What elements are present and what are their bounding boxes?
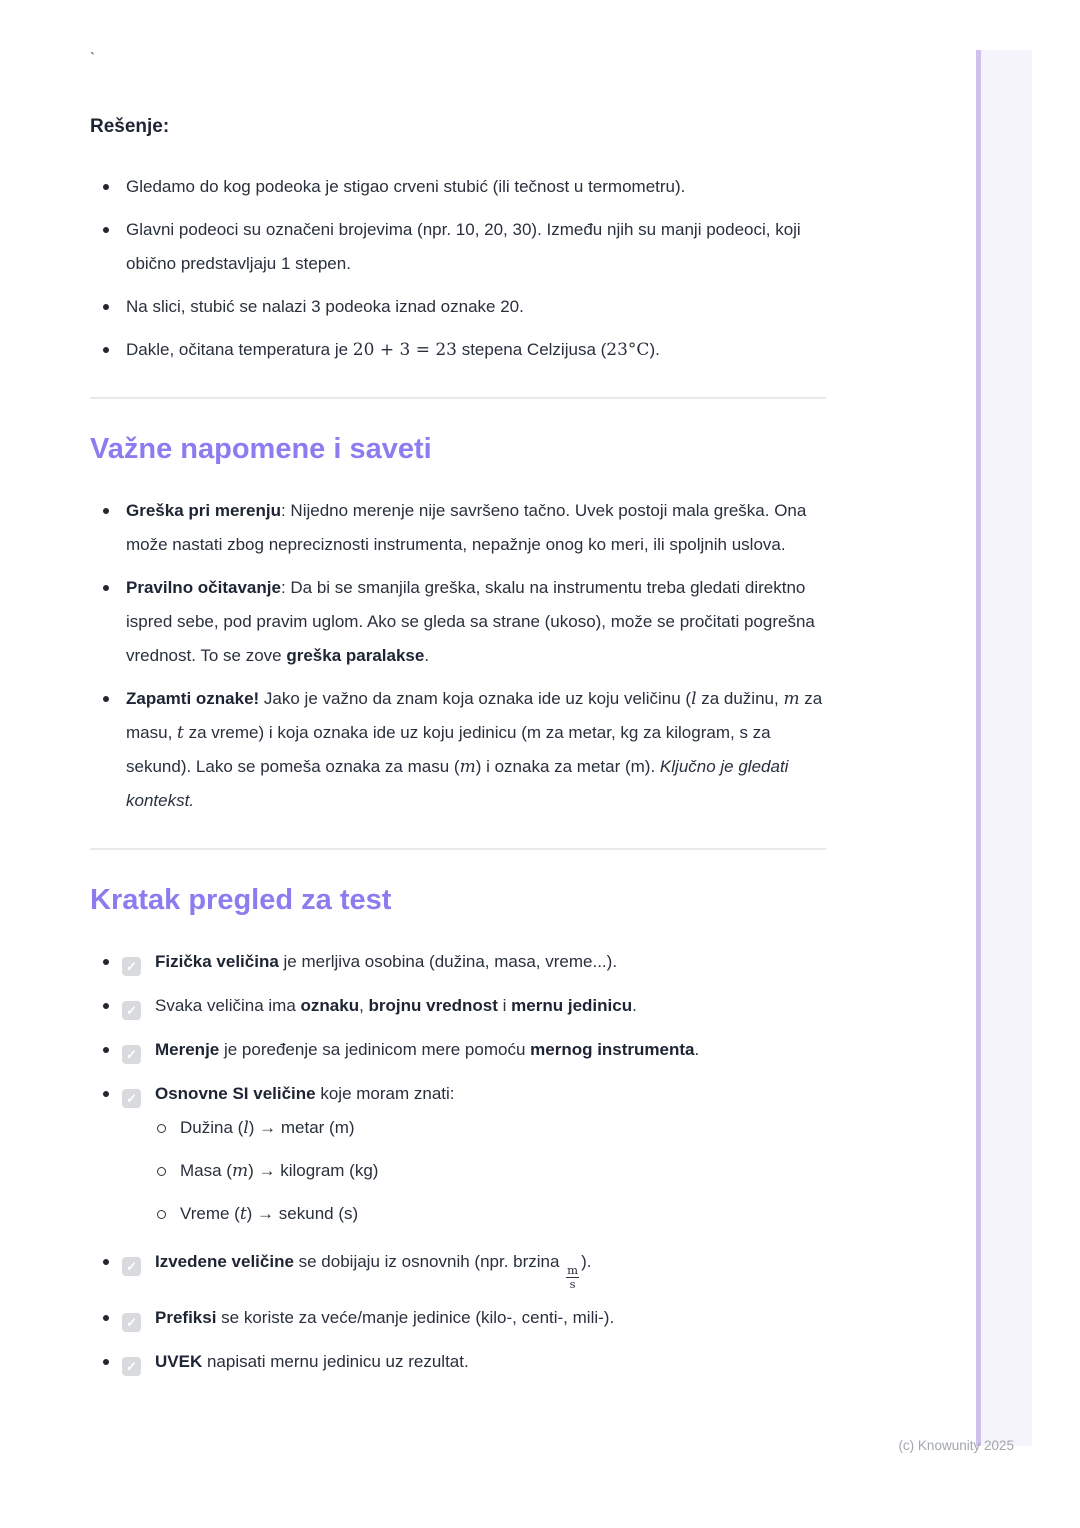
list-item-text: Pravilno očitavanje: Da bi se smanjila greška, skalu na instrumentu treba gledati direktno ispred sebe, pod pravim uglom. Ako se gleda sa strane (ukoso), može se pročitati pogrešna vrednost. To se zove greška paralakse.	[126, 578, 815, 665]
list-item-text: Fizička veličina je merljiva osobina (dužina, masa, vreme...).	[155, 952, 618, 971]
list-item-text: Zapamti oznake! Jako je važno da znam koja oznaka ide uz koju veličinu (l za dužinu, m za masu, t za vreme) i koja oznaka ide uz koju jedinicu (m za metar, kg za kilogram, s za sekund). Lako se pomeša oznaka za masu (m) i oznaka za metar (m). Ključno je gledati kontekst.	[126, 689, 823, 810]
sub-list-item	[152, 1111, 826, 1145]
checkbox-checked-icon: ✓	[122, 1257, 141, 1276]
list-item	[90, 989, 826, 1023]
fraction: $\frac{m}{s}$	[567, 1263, 579, 1292]
section-heading-pregled: Kratak pregled za test	[90, 884, 392, 916]
list-item-text: Svaka veličina ima oznaku, brojnu vrednost i mernu jedinicu.	[155, 996, 637, 1015]
resenje-bullet-list	[90, 170, 826, 367]
list-item-text: Prefiksi se koriste za veće/manje jedinice (kilo-, centi-, mili-).	[155, 1308, 615, 1328]
list-item	[90, 682, 826, 818]
list-item	[90, 945, 826, 979]
divider	[90, 397, 826, 399]
sub-list	[152, 1111, 826, 1231]
checkbox-checked-icon: ✓	[122, 1089, 141, 1108]
list-item-text: Glavni podeoci su označeni brojevima (npr. 10, 20, 30). Između njih su manji podeoci, koji obično predstavljaju 1 stepen.	[126, 220, 801, 273]
section-title-resenje: Rešenje:	[90, 116, 170, 137]
list-item-text: Na slici, stubić se nalazi 3 podeoka iznad oznake 20.	[126, 297, 524, 316]
list-item-text: Vreme (t) → sekund (s)	[180, 1204, 359, 1224]
pregled-check-list	[90, 945, 826, 1379]
list-item-text: Greška pri merenju: Nijedno merenje nije savršeno tačno. Uvek postoji mala greška. Ona može nastati zbog nepreciznosti instrumenta, nepažnje onog ko meri, ili spoljnih uslova.	[126, 501, 807, 554]
sub-list-item	[152, 1154, 826, 1188]
list-item-text: Izvedene veličine se dobijaju iz osnovnih (npr. brzina $\frac{m}{s}$ ).	[155, 1252, 592, 1292]
list-item	[90, 1033, 826, 1067]
list-item	[90, 1345, 826, 1379]
list-item	[90, 170, 826, 204]
list-item-text: Gledamo do kog podeoka je stigao crveni stubić (ili tečnost u termometru).	[126, 177, 686, 196]
list-item-text: Dakle, očitana temperatura je 20 + 3 = 23 stepena Celzijusa (23°C).	[126, 340, 660, 360]
list-item-text: Dužina (l) → metar (m)	[180, 1118, 355, 1138]
list-item	[90, 290, 826, 324]
document-page	[90, 50, 826, 1389]
checkbox-checked-icon: ✓	[122, 1001, 141, 1020]
stray-character: `	[90, 50, 95, 67]
list-item-text: Osnovne SI veličine koje moram znati:	[155, 1084, 455, 1103]
list-item	[90, 333, 826, 367]
napomene-bullet-list	[90, 494, 826, 818]
sub-list-item	[152, 1197, 826, 1231]
list-item	[90, 1245, 826, 1291]
checkbox-checked-icon: ✓	[122, 957, 141, 976]
list-item-text: Merenje je poređenje sa jedinicom mere pomoću mernog instrumenta.	[155, 1040, 700, 1059]
list-item	[90, 1077, 826, 1231]
list-item	[90, 571, 826, 673]
checkbox-checked-icon: ✓	[122, 1045, 141, 1064]
copyright-text: (c) Knowunity 2025	[898, 1438, 1014, 1453]
checkbox-checked-icon: ✓	[122, 1357, 141, 1376]
checkbox-checked-icon: ✓	[122, 1313, 141, 1332]
divider	[90, 848, 826, 850]
list-item-text: UVEK napisati mernu jedinicu uz rezultat.	[155, 1352, 469, 1372]
right-margin-panel	[976, 50, 1032, 1446]
list-item	[90, 1301, 826, 1335]
list-item-text: Masa (m) → kilogram (kg)	[180, 1161, 379, 1181]
section-heading-napomene: Važne napomene i saveti	[90, 433, 432, 465]
list-item	[90, 213, 826, 281]
list-item	[90, 494, 826, 562]
